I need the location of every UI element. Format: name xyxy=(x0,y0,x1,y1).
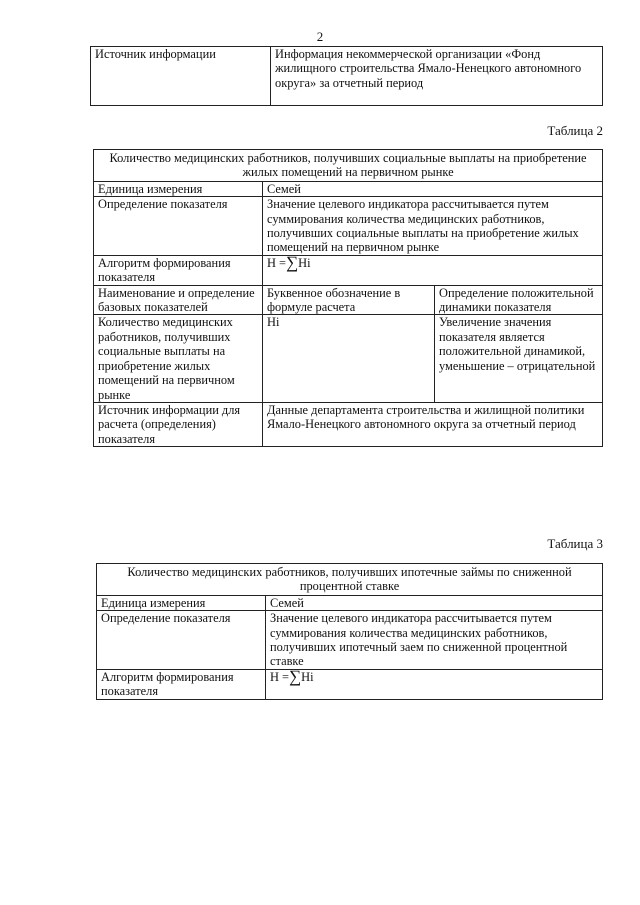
table-row xyxy=(97,669,603,699)
formula xyxy=(266,666,603,699)
source-label: Источник информации xyxy=(91,47,271,106)
page-number: 2 xyxy=(316,29,324,44)
table-3-title: Количество медицинских работников, получивших ипотечные займы по сниженной процентной ставке xyxy=(97,564,603,596)
formula-lhs: Н = xyxy=(267,255,287,270)
table-row xyxy=(94,197,603,256)
table-row xyxy=(97,611,603,670)
sigma-symbol: ∑ xyxy=(289,666,302,686)
unit-value: Семей xyxy=(266,595,603,610)
table-3 xyxy=(96,563,603,700)
source-value: Данные департамента строительства и жилищной политики Ямало-Ненецкого автономного округа за отчетный период xyxy=(263,402,603,446)
formula-rhs: Hi xyxy=(301,669,314,684)
unit-value: Семей xyxy=(263,181,603,196)
unit-label: Единица измерения xyxy=(97,595,266,610)
table-row xyxy=(91,47,603,106)
column-header-dynamics: Определение положительной динамики показателя xyxy=(435,285,603,315)
table-row xyxy=(94,285,603,315)
table-row xyxy=(94,402,603,446)
column-header-symbol: Буквенное обозначение в формуле расчета xyxy=(263,285,435,315)
definition-label: Определение показателя xyxy=(94,197,263,256)
algorithm-label: Алгоритм формирования показателя xyxy=(97,669,266,699)
algorithm-label: Алгоритм формирования показателя xyxy=(94,255,263,285)
table-3-caption: Таблица 3 xyxy=(547,536,603,551)
table-row xyxy=(97,595,603,610)
table-2-title: Количество медицинских работников, получивших социальные выплаты на приобретение жилых помещений на первичном рынке xyxy=(94,150,603,182)
table-1-continuation xyxy=(90,46,603,106)
table-row xyxy=(94,181,603,196)
base-indicator-symbol: Hi xyxy=(263,315,435,402)
table-2-caption: Таблица 2 xyxy=(547,123,603,138)
table-row xyxy=(94,315,603,402)
table-row xyxy=(94,150,603,182)
column-header-name: Наименование и определение базовых показателей xyxy=(94,285,263,315)
formula-lhs: Н = xyxy=(270,669,290,684)
base-indicator-name: Количество медицинских работников, получивших социальные выплаты на приобретение жилых помещений на первичном рынке xyxy=(94,315,263,402)
formula-rhs: Hi xyxy=(298,255,311,270)
table-row xyxy=(97,564,603,596)
definition-label: Определение показателя xyxy=(97,611,266,670)
base-indicator-dynamics: Увеличение значения показателя является положительной динамикой, уменьшение – отрицательной xyxy=(435,315,603,402)
sigma-symbol: ∑ xyxy=(286,252,299,272)
source-value: Информация некоммерческой организации «Фонд жилищного строительства Ямало-Ненецкого автономного округа» за отчетный период xyxy=(271,47,603,106)
table-row xyxy=(94,255,603,285)
table-2 xyxy=(93,149,603,447)
formula xyxy=(263,252,603,285)
source-label: Источник информации для расчета (определения) показателя xyxy=(94,402,263,446)
definition-value: Значение целевого индикатора рассчитывается путем суммирования количества медицинских работников, получивших ипотечный заем по сниженной процентной ставке xyxy=(266,611,603,670)
definition-value: Значение целевого индикатора рассчитывается путем суммирования количества медицинских работников, получивших социальные выплаты на приобретение жилых помещений на первичном рынке xyxy=(263,197,603,256)
unit-label: Единица измерения xyxy=(94,181,263,196)
